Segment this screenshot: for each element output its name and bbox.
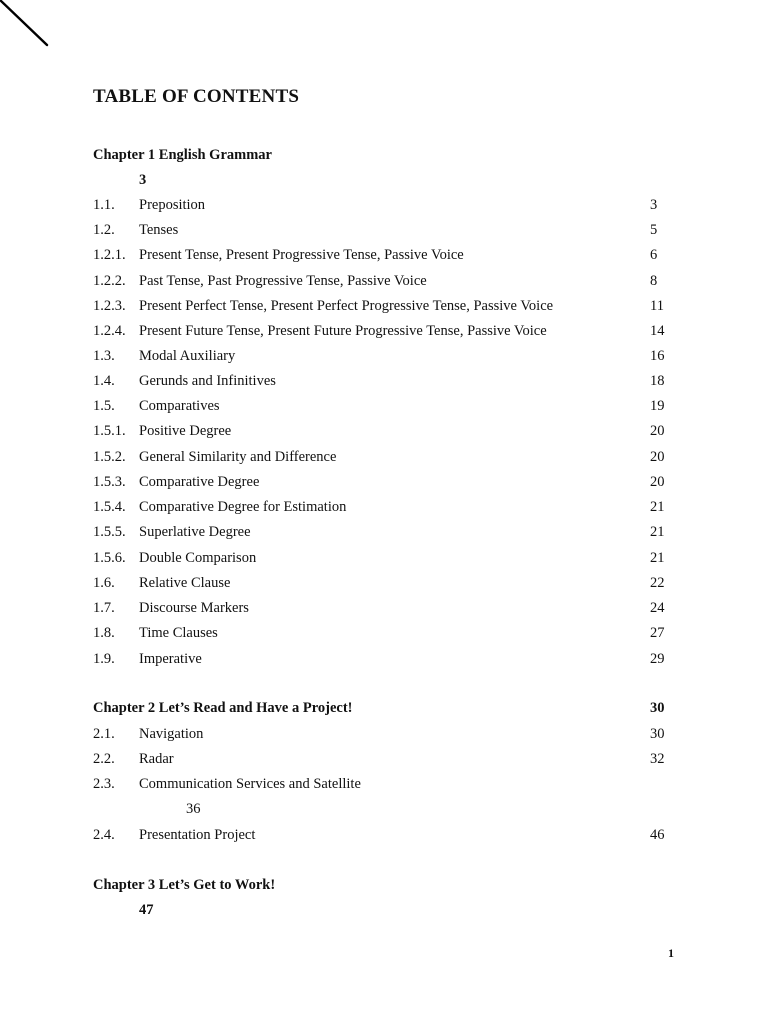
toc-entry-label: Comparative Degree for Estimation [139, 499, 347, 515]
toc-entry-page: 20 [650, 449, 665, 465]
toc-entry-label: Positive Degree [139, 423, 232, 439]
toc-entry-page: 5 [650, 222, 658, 238]
toc-entry-label: Discourse Markers [139, 600, 249, 616]
toc-entry-label: General Similarity and Difference [139, 449, 337, 465]
toc-entry-page: 24 [650, 600, 665, 616]
toc-entry-label: Relative Clause [139, 575, 231, 591]
chapter-3-title: Chapter 3 Let’s Get to Work! [93, 877, 276, 893]
toc-entry-label: Radar [139, 751, 174, 767]
toc-entry-1-1[interactable] [93, 194, 673, 216]
page-title: TABLE OF CONTENTS [93, 86, 300, 107]
toc-entry-number: 1.2.3. [93, 298, 126, 314]
toc-entry-label: Present Tense, Present Progressive Tense, Passive Voice [139, 247, 464, 263]
toc-entry-label: Double Comparison [139, 550, 257, 566]
toc-entry-page: 16 [650, 348, 665, 364]
toc-entry-label: Comparatives [139, 398, 220, 414]
chapter-2-page: 30 [650, 700, 665, 716]
chapter-1-page: 3 [139, 172, 147, 188]
toc-entry-number: 1.3. [93, 348, 115, 364]
toc-entry-number: 1.4. [93, 373, 115, 389]
toc-entry-label: Imperative [139, 651, 202, 667]
toc-entry-label: Comparative Degree [139, 474, 260, 490]
toc-entry-1-5-1[interactable] [93, 420, 673, 442]
toc-entry-1-8[interactable] [93, 622, 673, 644]
toc-entry-page: 32 [650, 751, 665, 767]
toc-entry-1-5-5[interactable] [93, 521, 673, 543]
toc-entry-1-9[interactable] [93, 648, 673, 670]
toc-entry-1-5-2[interactable] [93, 446, 673, 468]
toc-entry-number: 1.5.4. [93, 499, 126, 515]
toc-entry-page: 19 [650, 398, 665, 414]
toc-entry-page: 27 [650, 625, 665, 641]
toc-entry-page: 20 [650, 474, 665, 490]
toc-entry-number: 1.2.1. [93, 247, 126, 263]
toc-entry-number: 1.5.6. [93, 550, 126, 566]
toc-entry-number: 1.9. [93, 651, 115, 667]
toc-entry-1-2-1[interactable] [93, 244, 673, 266]
toc-entry-page: 21 [650, 550, 665, 566]
corner-fold-line [0, 0, 60, 60]
toc-entry-number: 2.2. [93, 751, 115, 767]
toc-entry-label: Tenses [139, 222, 179, 238]
toc-entry-label: Superlative Degree [139, 524, 251, 540]
toc-entry-1-4[interactable] [93, 370, 673, 392]
toc-entry-1-5-6[interactable] [93, 547, 673, 569]
toc-entry-number: 1.2. [93, 222, 115, 238]
toc-entry-page: 22 [650, 575, 665, 591]
toc-entry-page: 8 [650, 273, 658, 289]
toc-entry-1-2-4[interactable] [93, 320, 673, 342]
toc-entry-label: Present Future Tense, Present Future Progressive Tense, Passive Voice [139, 323, 547, 339]
toc-entry-label: Time Clauses [139, 625, 218, 641]
toc-entry-number: 1.2.4. [93, 323, 126, 339]
chapter-2-title: Chapter 2 Let’s Read and Have a Project! [93, 700, 353, 716]
toc-entry-page: 21 [650, 499, 665, 515]
toc-entry-page: 11 [650, 298, 664, 314]
toc-entry-label: Navigation [139, 726, 204, 742]
toc-entry-label: Communication Services and Satellite [139, 776, 361, 792]
toc-entry-number: 1.6. [93, 575, 115, 591]
toc-entry-number: 1.5. [93, 398, 115, 414]
toc-entry-1-5-3[interactable] [93, 471, 673, 493]
toc-entry-page: 21 [650, 524, 665, 540]
toc-entry-number: 2.3. [93, 776, 115, 792]
toc-entry-number: 1.1. [93, 197, 115, 213]
toc-entry-page: 14 [650, 323, 665, 339]
toc-entry-2-1[interactable] [93, 723, 673, 745]
toc-entry-page: 30 [650, 726, 665, 742]
toc-entry-2-3[interactable] [93, 773, 673, 795]
toc-entry-label: Present Perfect Tense, Present Perfect Progressive Tense, Passive Voice [139, 298, 554, 314]
toc-entry-1-7[interactable] [93, 597, 673, 619]
toc-entry-label: Past Tense, Past Progressive Tense, Passive Voice [139, 273, 427, 289]
toc-entry-number: 2.1. [93, 726, 115, 742]
toc-entry-number: 2.4. [93, 827, 115, 843]
chapter-3-heading[interactable] [93, 874, 673, 896]
footer-page-number: 1 [668, 946, 674, 960]
toc-entry-number: 1.7. [93, 600, 115, 616]
toc-entry-number: 1.8. [93, 625, 115, 641]
toc-entry-label: Modal Auxiliary [139, 348, 236, 364]
chapter-3-page: 47 [139, 902, 154, 918]
toc-entry-number: 1.5.1. [93, 423, 126, 439]
toc-entry-1-2-2[interactable] [93, 270, 673, 292]
toc-entry-1-5-4[interactable] [93, 496, 673, 518]
toc-entry-page: 36 [186, 801, 201, 817]
chapter-2-heading[interactable] [93, 697, 673, 719]
toc-entry-page: 29 [650, 651, 665, 667]
toc-entry-page: 6 [650, 247, 658, 263]
toc-entry-1-6[interactable] [93, 572, 673, 594]
chapter-1-heading[interactable] [93, 144, 673, 166]
toc-entry-label: Presentation Project [139, 827, 256, 843]
toc-entry-label: Gerunds and Infinitives [139, 373, 276, 389]
toc-entry-number: 1.2.2. [93, 273, 126, 289]
toc-entry-1-5[interactable] [93, 395, 673, 417]
toc-entry-1-2-3[interactable] [93, 295, 673, 317]
toc-entry-number: 1.5.3. [93, 474, 126, 490]
toc-entry-2-2[interactable] [93, 748, 673, 770]
toc-entry-page: 18 [650, 373, 665, 389]
chapter-1-title: Chapter 1 English Grammar [93, 147, 272, 163]
toc-entry-page: 3 [650, 197, 658, 213]
toc-entry-label: Preposition [139, 197, 206, 213]
toc-entry-number: 1.5.5. [93, 524, 126, 540]
toc-entry-1-3[interactable] [93, 345, 673, 367]
toc-entry-1-2[interactable] [93, 219, 673, 241]
toc-entry-number: 1.5.2. [93, 449, 126, 465]
toc-entry-page: 20 [650, 423, 665, 439]
toc-entry-2-4[interactable] [93, 824, 673, 846]
toc-entry-page: 46 [650, 827, 665, 843]
